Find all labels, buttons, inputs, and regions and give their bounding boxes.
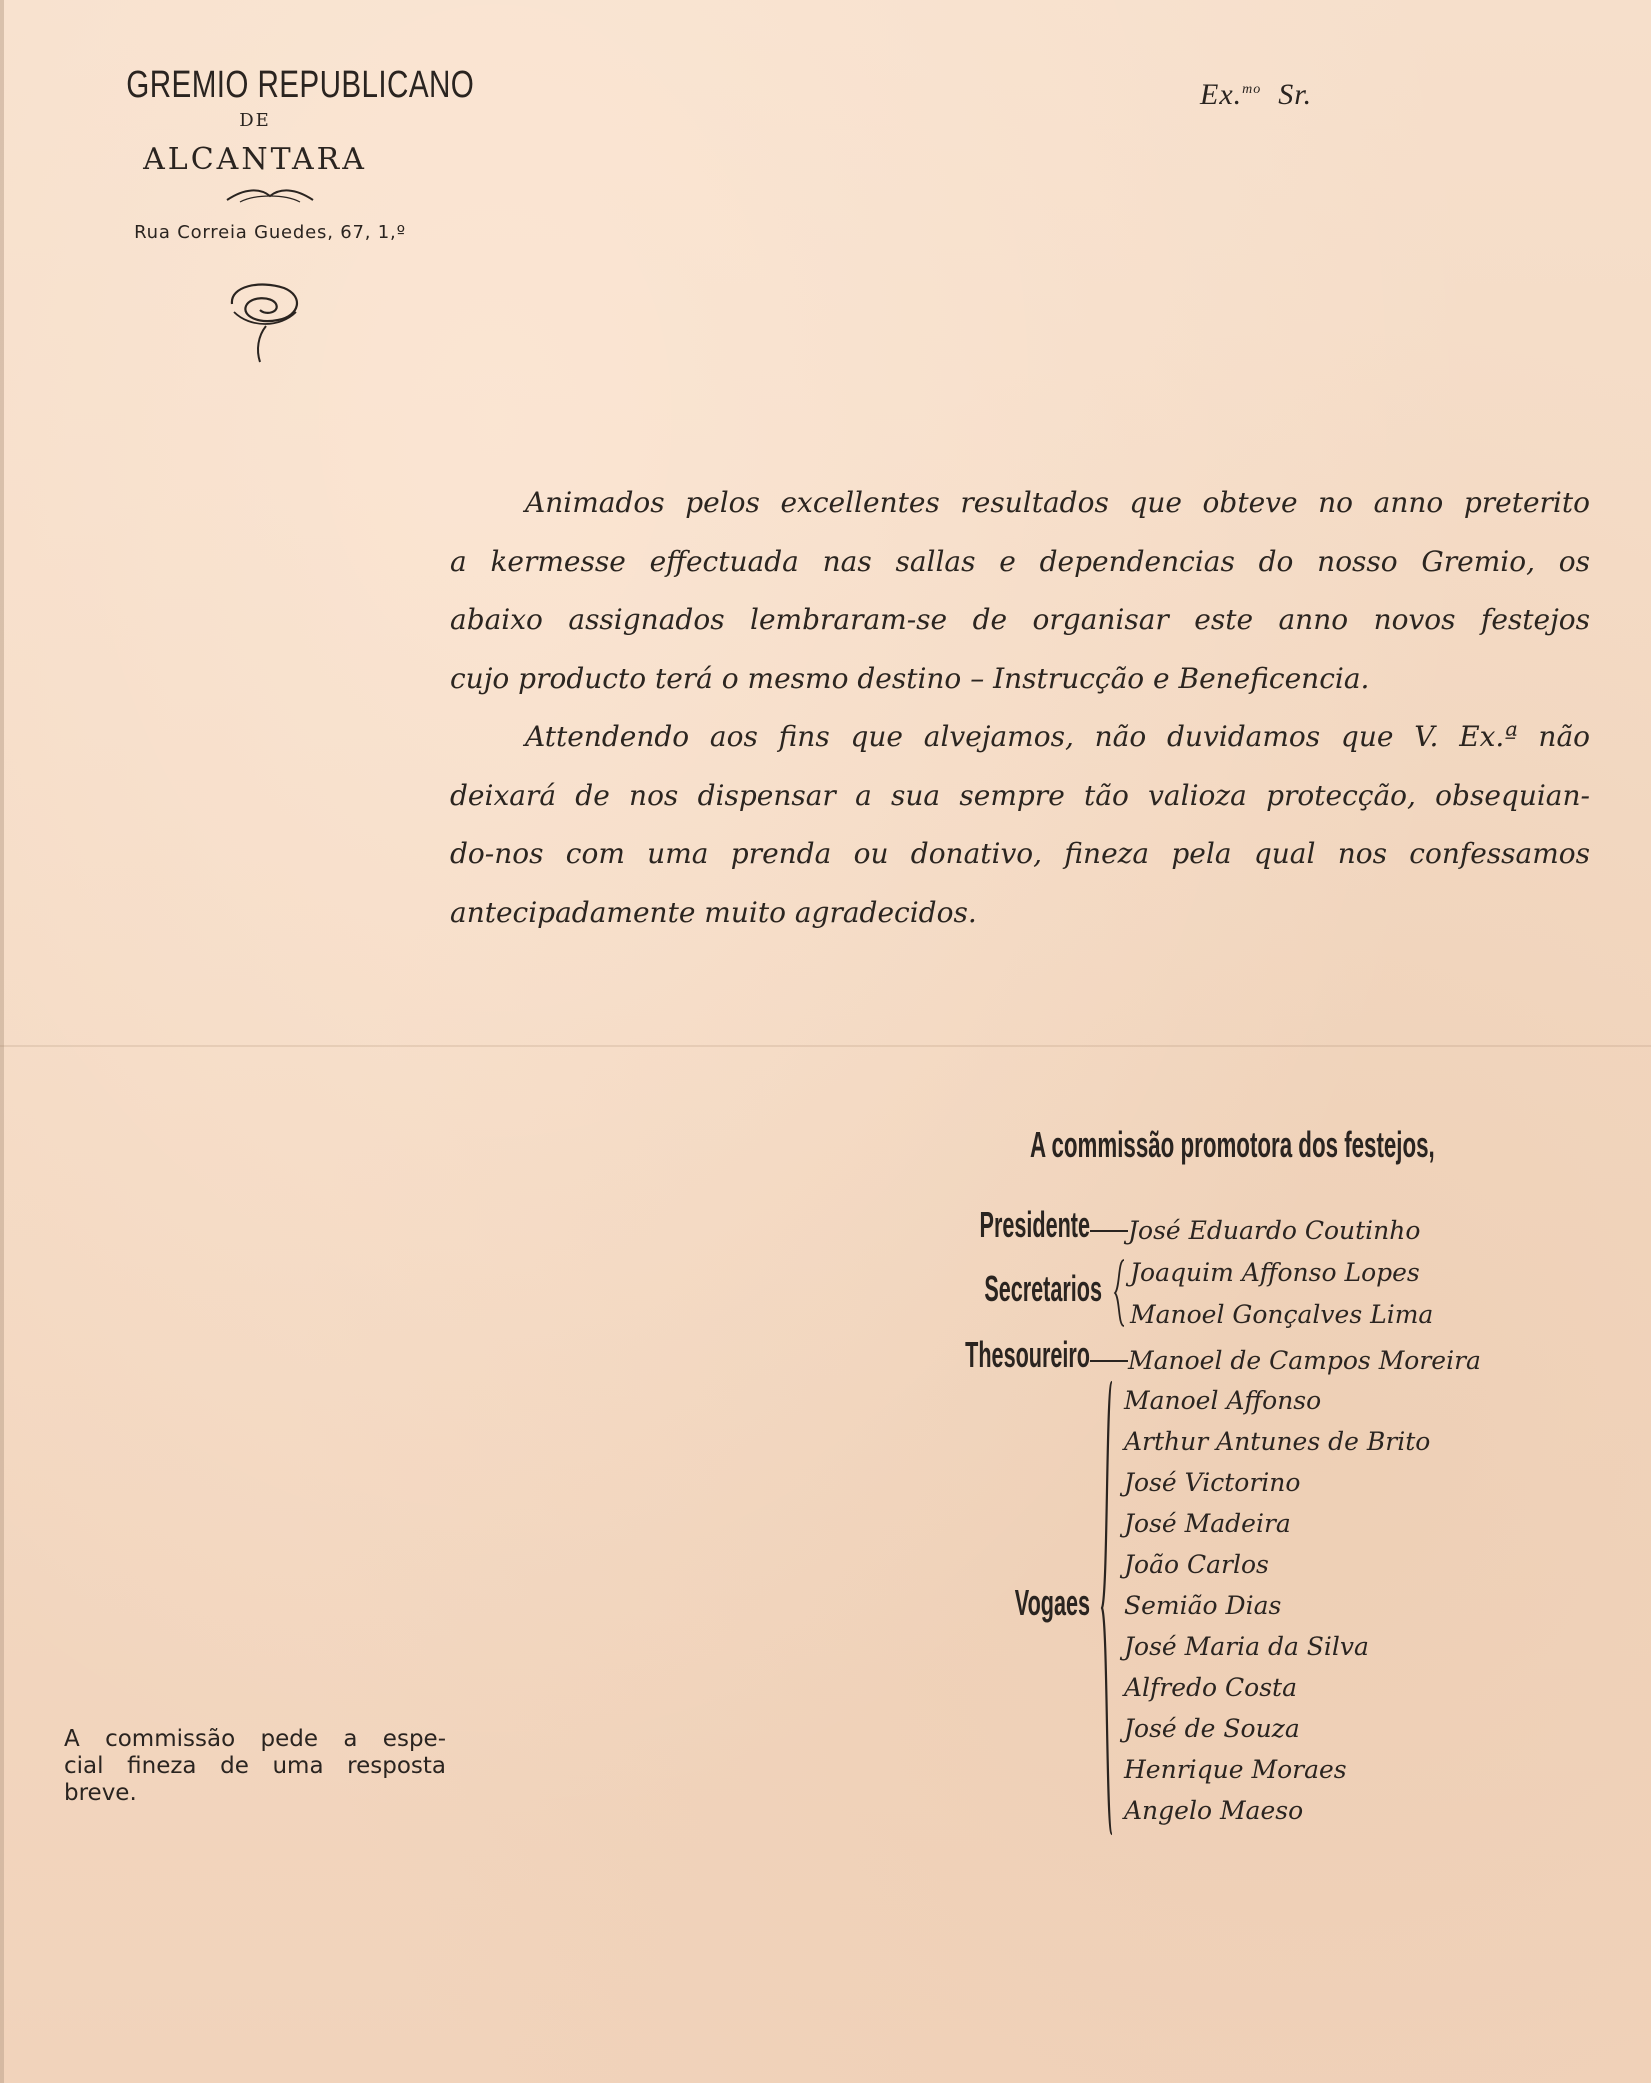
swirl-ornament-icon	[220, 270, 310, 370]
note-line: cial fineza de uma resposta	[64, 1753, 446, 1779]
body-line: deixará de nos dispensar a sua sempre tão valioza protecção, obsequian-	[450, 778, 1590, 812]
letterhead-address: Rua Correia Guedes, 67, 1,º	[134, 222, 406, 243]
brace-icon	[1098, 1380, 1118, 1836]
body-line: do-nos com uma prenda ou donativo, fineza pela qual nos confessamos	[450, 837, 1590, 870]
dash-divider	[1090, 1230, 1128, 1232]
body-line: abaixo assignados lembraram-se de organisar este anno novos festejos	[450, 603, 1590, 636]
salutation-tail: Sr.	[1278, 78, 1313, 111]
vogal-name: Henrique Moraes	[1124, 1755, 1347, 1784]
vogal-name: José Madeira	[1124, 1509, 1291, 1538]
reply-note	[64, 1726, 446, 1807]
flourish-ornament-icon	[225, 186, 315, 206]
vogal-name: Manoel Affonso	[1124, 1386, 1322, 1415]
body-line: cujo producto terá o mesmo destino – Instrucção e Beneficencia.	[450, 661, 1370, 695]
letterhead-name: GREMIO REPUBLICANO	[126, 64, 475, 106]
vogal-name: Arthur Antunes de Brito	[1124, 1427, 1431, 1456]
role-presidente: Presidente	[979, 1204, 1090, 1245]
page-edge	[0, 0, 4, 2083]
role-vogaes: Vogaes	[1014, 1582, 1090, 1623]
note-line: breve.	[64, 1780, 137, 1806]
note-line: A commissão pede a espe-	[64, 1726, 446, 1752]
salutation-text: Ex.	[1200, 78, 1243, 111]
vogal-name: Angelo Maeso	[1124, 1796, 1304, 1825]
body-line: Animados pelos excellentes resultados que obteve no anno preterito	[525, 486, 1590, 519]
letter-body	[450, 474, 1590, 942]
vogal-name: José de Souza	[1124, 1714, 1300, 1743]
vogal-name: José Victorino	[1124, 1468, 1301, 1497]
presidente-name: José Eduardo Coutinho	[1128, 1216, 1421, 1245]
body-line: a kermesse effectuada nas sallas e dependencias do nosso Gremio, os	[450, 544, 1590, 578]
vogal-name: José Maria da Silva	[1124, 1632, 1369, 1661]
salutation-sup: mo	[1242, 82, 1262, 97]
commission-title: A commissão promotora dos festejos,	[1030, 1124, 1435, 1165]
page-fold	[0, 1045, 1651, 1047]
brace-icon	[1112, 1258, 1128, 1328]
salutation	[1200, 78, 1312, 112]
body-line: Attendendo aos fins que alvejamos, não duvidamos que V. Ex.ª não	[525, 720, 1590, 753]
secretario-name: Manoel Gonçalves Lima	[1130, 1300, 1434, 1329]
dash-divider	[1090, 1360, 1128, 1362]
letterhead-city: ALCANTARA	[143, 142, 367, 177]
vogal-name: Semião Dias	[1124, 1591, 1282, 1620]
body-line: antecipadamente muito agradecidos.	[450, 895, 977, 929]
vogal-name: Alfredo Costa	[1124, 1673, 1298, 1702]
role-thesoureiro: Thesoureiro	[965, 1334, 1090, 1375]
thesoureiro-name: Manoel de Campos Moreira	[1128, 1346, 1481, 1375]
role-secretarios: Secretarios	[984, 1268, 1102, 1309]
vogal-name: João Carlos	[1124, 1550, 1269, 1579]
letterhead-de: DE	[239, 110, 271, 131]
secretario-name: Joaquim Affonso Lopes	[1130, 1258, 1420, 1287]
